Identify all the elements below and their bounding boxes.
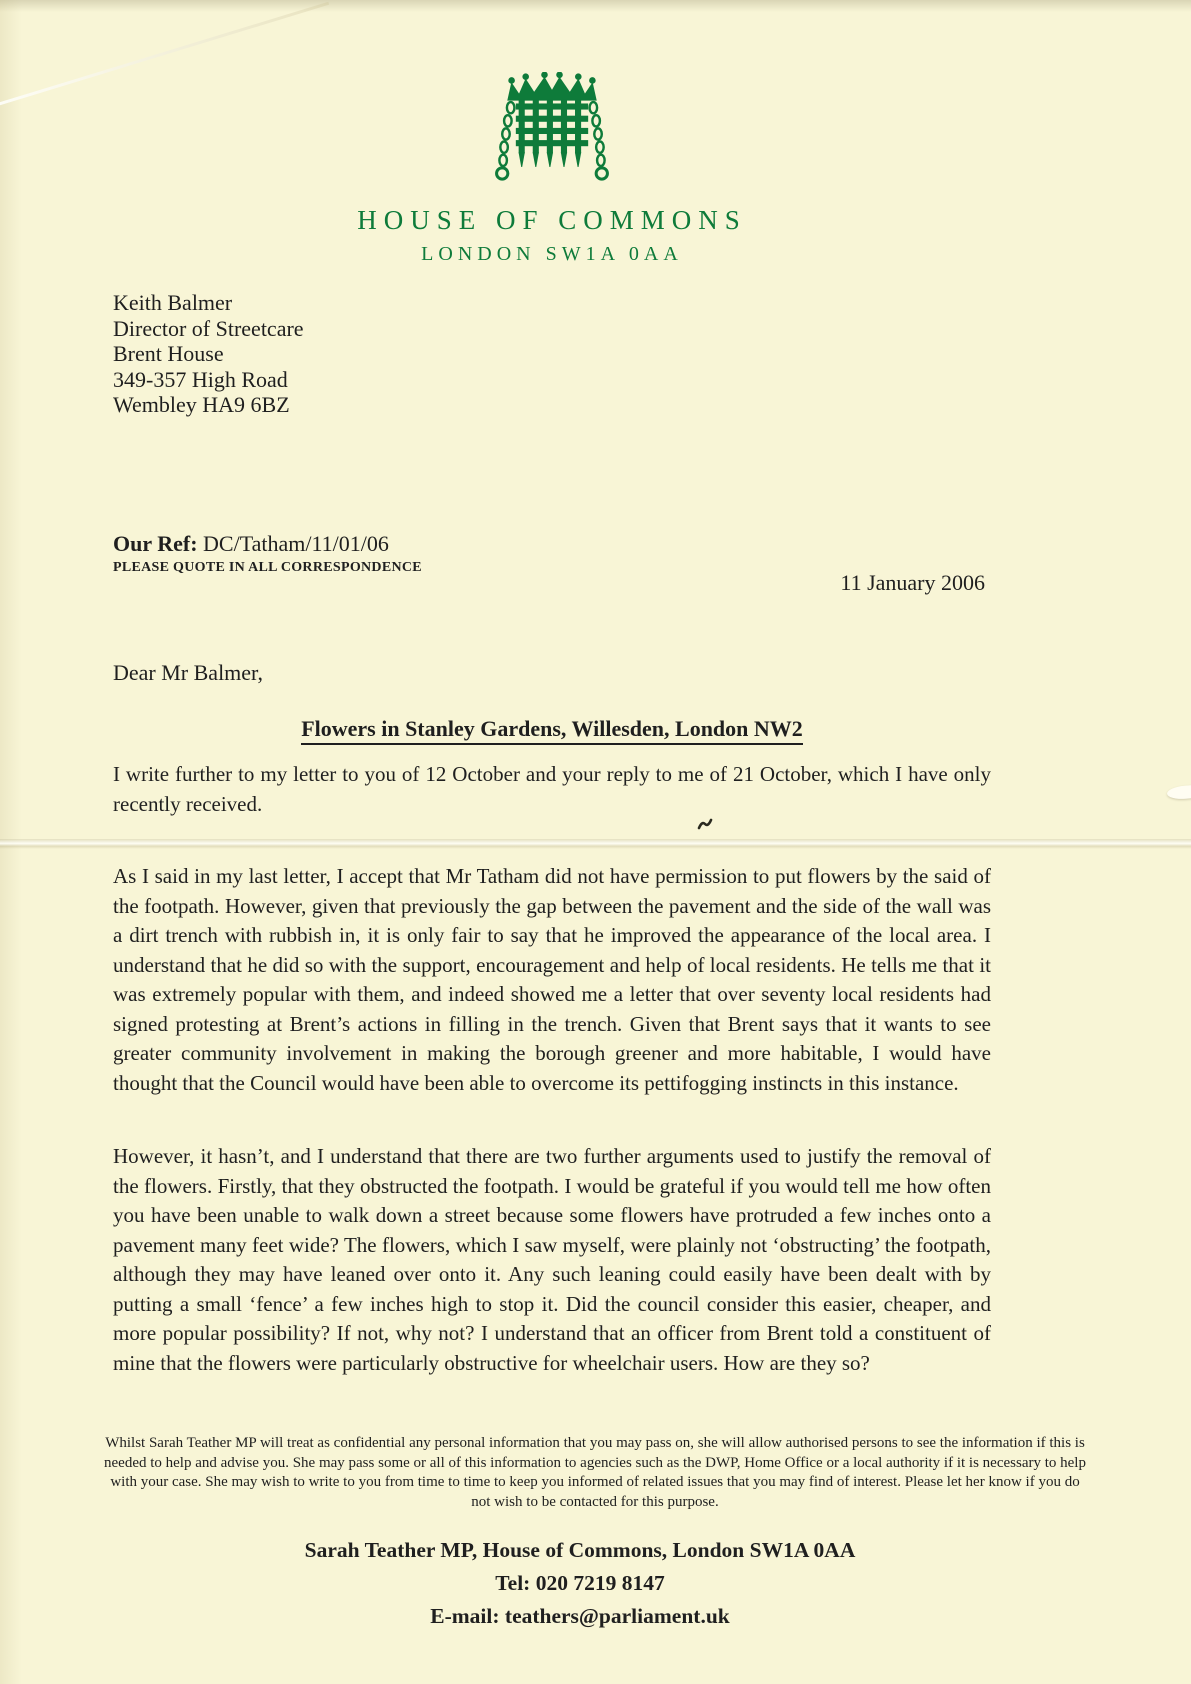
recipient-line: Director of Streetcare xyxy=(113,315,304,341)
recipient-line: 349-357 High Road xyxy=(113,366,288,392)
reference-note: PLEASE QUOTE IN ALL CORRESPONDENCE xyxy=(113,560,422,575)
paper-fold-line xyxy=(0,839,1191,849)
confidentiality-disclaimer: Whilst Sarah Teather MP will treat as confidential any personal information that you may pass on, she will allow authorised persons to see the information if this is needed to help and advise you. She may pass some or all of this information to agencies such as the DWP, Home Office or a local authority if it is necessary to help with your case. She may wish to write to you from time to time to keep you informed of related issues that you may find of interest. Please let her know if you do not wish to be contacted for this purpose. xyxy=(104,1435,1086,1510)
org-name: HOUSE OF COMMONS xyxy=(357,205,747,235)
contact-address: Sarah Teather MP, House of Commons, London SW1A 0AA xyxy=(304,1538,856,1562)
portcullis-crest-icon xyxy=(0,72,1104,201)
reference-value: DC/Tatham/11/01/06 xyxy=(197,531,389,556)
subject-line: Flowers in Stanley Gardens, Willesden, London NW2 xyxy=(301,716,803,745)
body-paragraph: However, it hasn’t, and I understand that there are two further arguments used to justify the removal of the flowers. Firstly, that they obstructed the footpath. I would be grateful if you would tell me how often you have been unable to walk down a street because some flowers have protruded a few inches onto a pavement many feet wide? The flowers, which I saw myself, were plainly not ‘obstructing’ the footpath, although they may have leaned over onto it. Any such leaning could easily have been dealt with by putting a small ‘fence’ a few inches high to stop it. Did the council consider this easier, cheaper, and more popular possibility? If not, why not? I understand that an officer from Brent told a constituent of mine that the flowers were particularly obstructive for wheelchair users. How are they so? xyxy=(113,1144,991,1375)
paper-tear xyxy=(1166,785,1191,801)
contact-email: E-mail: teathers@parliament.uk xyxy=(430,1604,730,1628)
body-paragraph: As I said in my last letter, I accept that Mr Tatham did not have permission to put flowers by the said of the footpath. However, given that previously the gap between the pavement and the side of the wall was a dirt trench with rubbish in, it is only fair to say that he improved the appearance of the local area. I understand that he did so with the support, encouragement and help of local residents. He tells me that it was extremely popular with them, and indeed showed me a letter that over seventy local residents had signed protesting at Brent’s actions in filling in the trench. Given that Brent says that it wants to see greater community involvement in making the borough greener and more habitable, I would have thought that the Council would have been able to overcome its pettifogging instincts in this instance. xyxy=(113,864,991,1095)
org-address: LONDON SW1A 0AA xyxy=(421,243,683,265)
recipient-address xyxy=(113,290,304,418)
reference-label: Our Ref: xyxy=(113,531,198,556)
letterhead xyxy=(0,0,1104,266)
salutation: Dear Mr Balmer, xyxy=(113,660,264,685)
contact-telephone: Tel: 020 7219 8147 xyxy=(495,1571,665,1595)
reference-block xyxy=(113,531,422,576)
body-paragraph: I write further to my letter to you of 12 October and your reply to me of 21 October, which I have only recently received. xyxy=(113,762,991,816)
recipient-line: Keith Balmer xyxy=(113,290,233,315)
ink-mark xyxy=(697,818,713,836)
letter-date: 11 January 2006 xyxy=(840,570,985,595)
contact-footer xyxy=(0,1538,1160,1629)
recipient-line: Wembley HA9 6BZ xyxy=(113,392,290,417)
recipient-line: Brent House xyxy=(113,341,224,366)
